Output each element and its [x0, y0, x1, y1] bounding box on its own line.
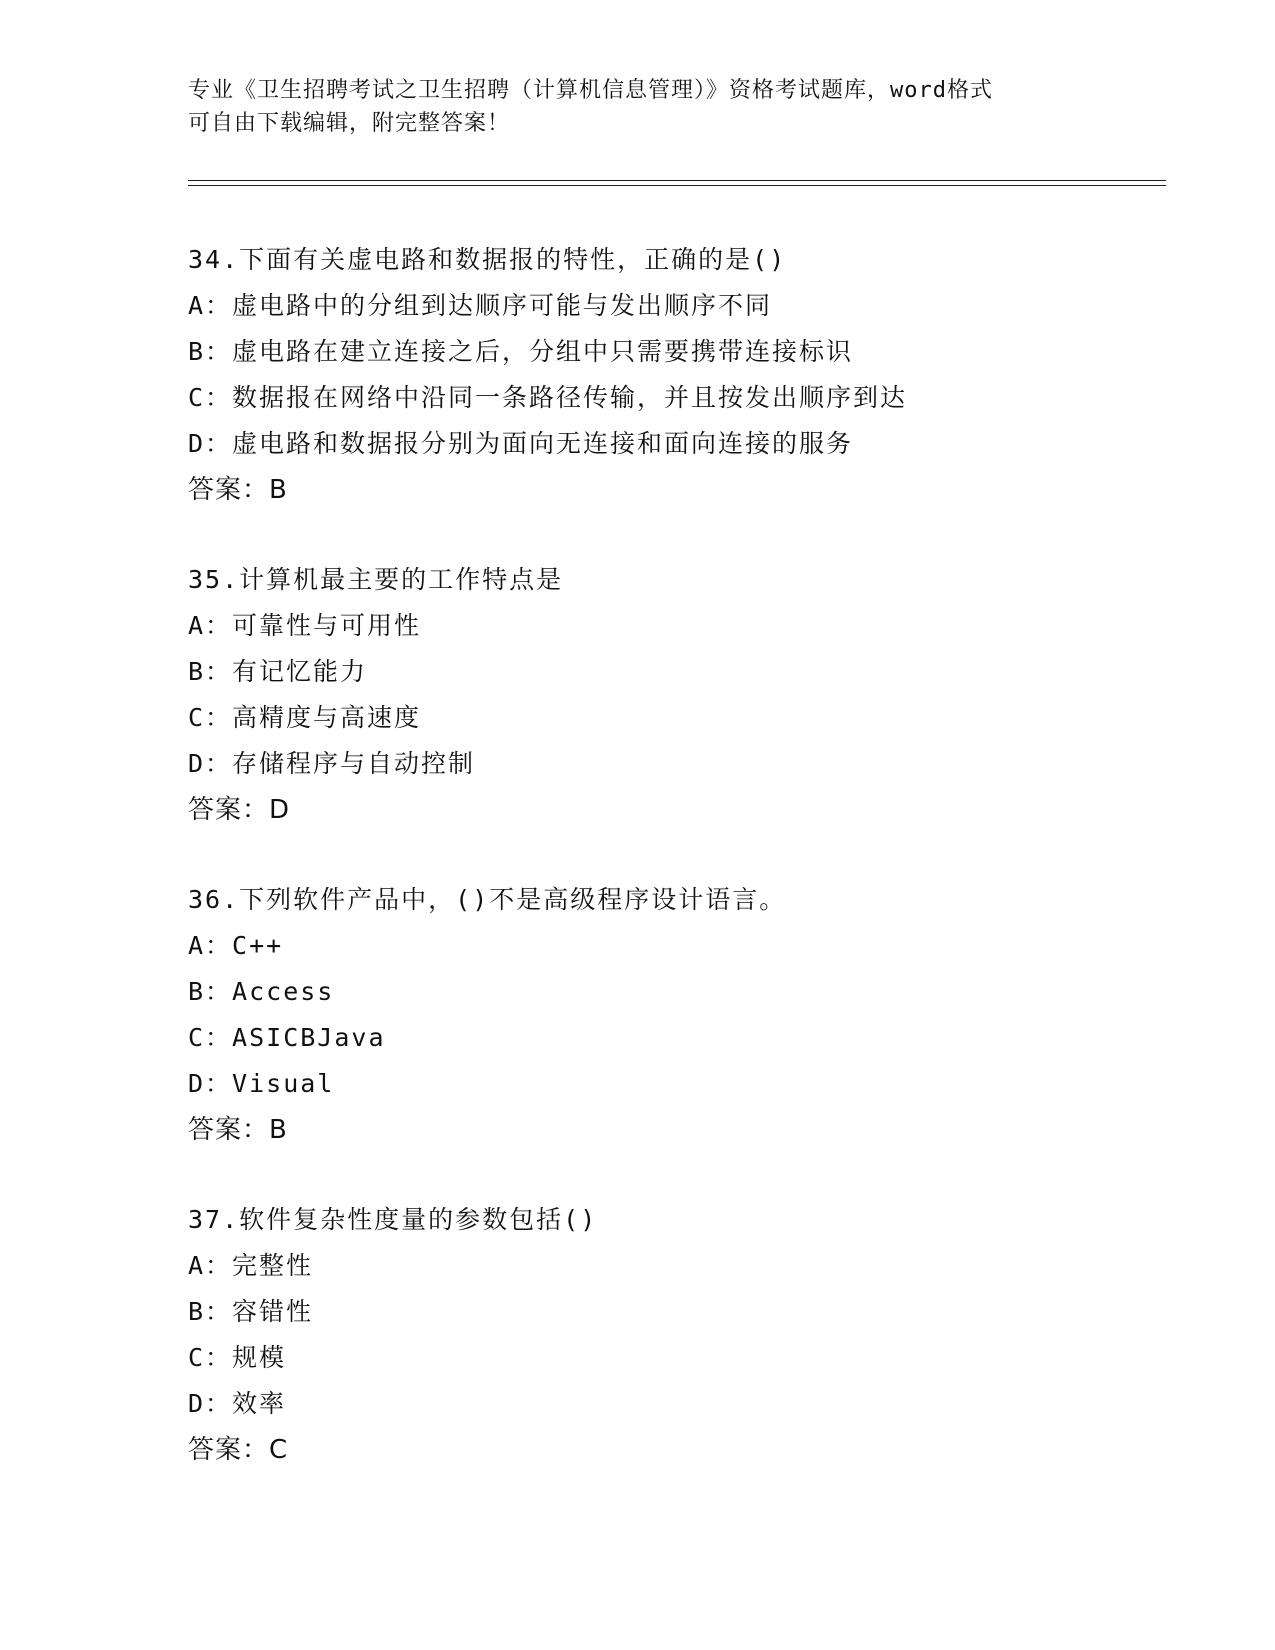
answer-label: 答案：B [188, 475, 288, 505]
document-header [188, 74, 1088, 140]
option-a: A：完整性 [188, 1251, 314, 1280]
question-37 [188, 1197, 1188, 1473]
answer-label: 答案：D [188, 795, 291, 825]
option-d: D：Visual [188, 1069, 335, 1098]
option-a: A：虚电路中的分组到达顺序可能与发出顺序不同 [188, 291, 773, 320]
question-35 [188, 557, 1188, 833]
answer-label: 答案：B [188, 1115, 288, 1145]
option-c: C：高精度与高速度 [188, 703, 422, 732]
header-line-2: 可自由下载编辑，附完整答案！ [188, 111, 511, 136]
option-b: B：虚电路在建立连接之后，分组中只需要携带连接标识 [188, 337, 854, 366]
question-36 [188, 877, 1188, 1153]
question-stem: 34.下面有关虚电路和数据报的特性，正确的是() [188, 245, 787, 274]
option-b: B：容错性 [188, 1297, 314, 1326]
answer-label: 答案：C [188, 1435, 289, 1465]
option-b: B：有记忆能力 [188, 657, 368, 686]
header-divider-bottom [188, 185, 1166, 186]
option-a: A：可靠性与可用性 [188, 611, 422, 640]
option-c: C：ASICBJava [188, 1023, 386, 1052]
option-c: C：规模 [188, 1343, 287, 1372]
question-stem: 37.软件复杂性度量的参数包括() [188, 1205, 598, 1234]
option-c: C：数据报在网络中沿同一条路径传输，并且按发出顺序到达 [188, 383, 908, 412]
option-d: D：存储程序与自动控制 [188, 749, 476, 778]
question-stem: 36.下列软件产品中，()不是高级程序设计语言。 [188, 885, 787, 914]
option-d: D：虚电路和数据报分别为面向无连接和面向连接的服务 [188, 429, 854, 458]
header-line-1: 专业《卫生招聘考试之卫生招聘（计算机信息管理）》资格考试题库，word格式 [188, 78, 993, 103]
question-34 [188, 237, 1188, 513]
option-d: D：效率 [188, 1389, 287, 1418]
question-stem: 35.计算机最主要的工作特点是 [188, 565, 564, 594]
option-b: B：Access [188, 977, 335, 1006]
option-a: A：C++ [188, 931, 284, 960]
question-list [188, 237, 1188, 1517]
header-divider-top [188, 180, 1166, 181]
